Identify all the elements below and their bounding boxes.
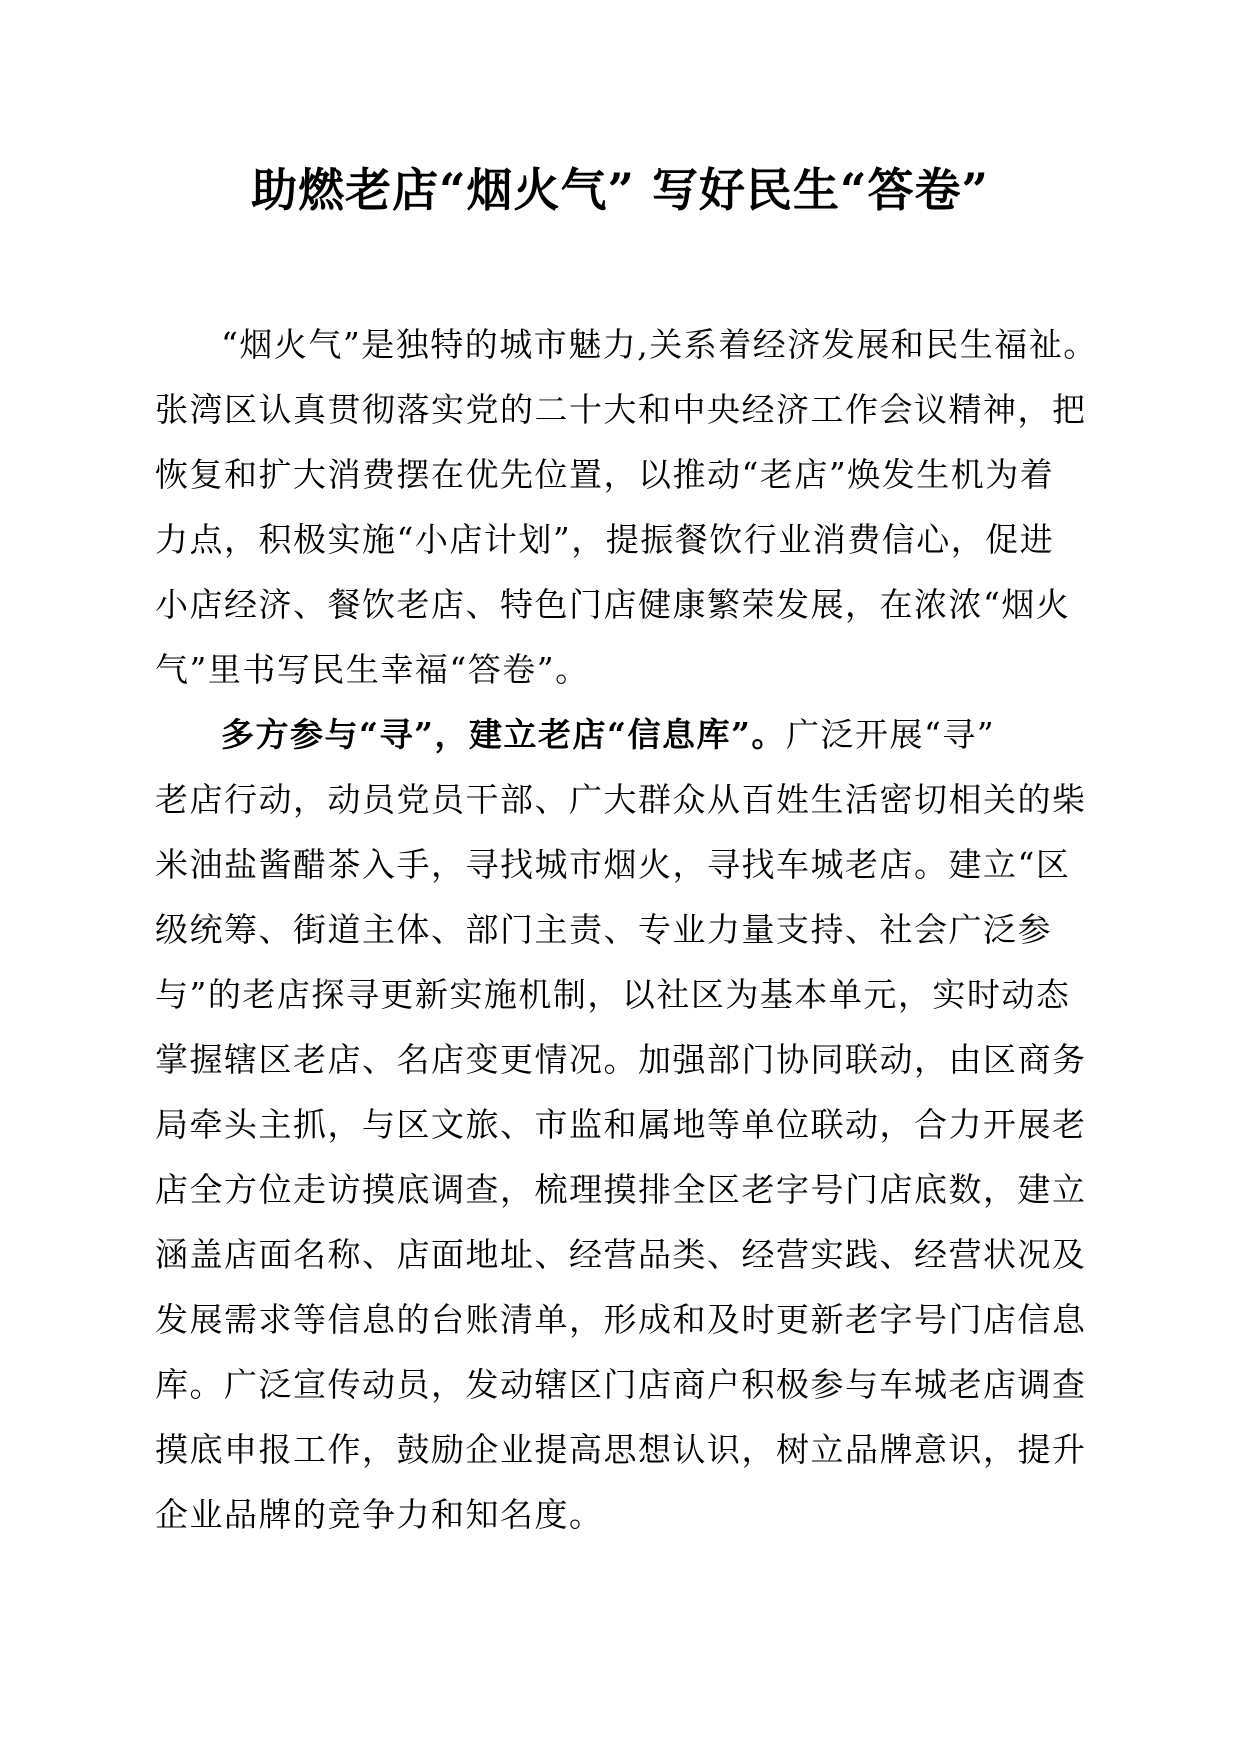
text-line: 老店行动，动员党员干部、广大群众从百姓生活密切相关的柴 bbox=[155, 780, 1087, 819]
text-line: 局牵头主抓，与区文旅、市监和属地等单位联动，合力开展老 bbox=[155, 1105, 1087, 1144]
paragraph-2 bbox=[155, 702, 1087, 1547]
text-line: 气”里书写民生幸福“答卷”。 bbox=[155, 650, 590, 689]
paragraph-lead-heading: 多方参与“寻”，建立老店“信息库”。 bbox=[221, 715, 786, 754]
text-line: 店全方位走访摸底调查，梳理摸排全区老字号门店底数，建立 bbox=[155, 1170, 1087, 1209]
text-line: 涵盖店面名称、店面地址、经营品类、经营实践、经营状况及 bbox=[155, 1235, 1087, 1274]
text-line bbox=[155, 702, 1075, 767]
text-line: 恢复和扩大消费摆在优先位置，以推动“老店”焕发生机为着 bbox=[155, 455, 1055, 494]
text-line: 力点，积极实施“小店计划”，提振餐饮行业消费信心，促进 bbox=[155, 520, 1055, 559]
document-body bbox=[155, 312, 1098, 1547]
text-line: 张湾区认真贯彻落实党的二十大和中央经济工作会议精神，把 bbox=[155, 390, 1087, 429]
text-segment: 广泛开展“寻” bbox=[785, 715, 996, 754]
text-line: 发展需求等信息的台账清单，形成和及时更新老字号门店信息 bbox=[155, 1300, 1087, 1339]
text-line: 与”的老店探寻更新实施机制，以社区为基本单元，实时动态 bbox=[155, 975, 1071, 1014]
text-line: 米油盐酱醋茶入手，寻找城市烟火，寻找车城老店。建立“区 bbox=[155, 845, 1071, 884]
text-line: 掌握辖区老店、名店变更情况。加强部门协同联动，由区商务 bbox=[155, 1040, 1087, 1079]
paragraph-1 bbox=[155, 312, 1098, 702]
text-line: 摸底申报工作，鼓励企业提高思想认识，树立品牌意识，提升 bbox=[155, 1430, 1087, 1469]
text-line: 小店经济、餐饮老店、特色门店健康繁荣发展，在浓浓“烟火 bbox=[155, 585, 1071, 624]
text-line: 企业品牌的竞争力和知名度。 bbox=[155, 1495, 604, 1534]
document-title: 助燃老店“烟火气” 写好民生“答卷” bbox=[251, 163, 989, 217]
text-line: 级统筹、街道主体、部门主责、专业力量支持、社会广泛参 bbox=[155, 910, 1052, 949]
text-line: 库。广泛宣传动员，发动辖区门店商户积极参与车城老店调查 bbox=[155, 1365, 1087, 1404]
text-line: “烟火气”是独特的城市魅力,关系着经济发展和民生福祉。 bbox=[221, 325, 1098, 364]
